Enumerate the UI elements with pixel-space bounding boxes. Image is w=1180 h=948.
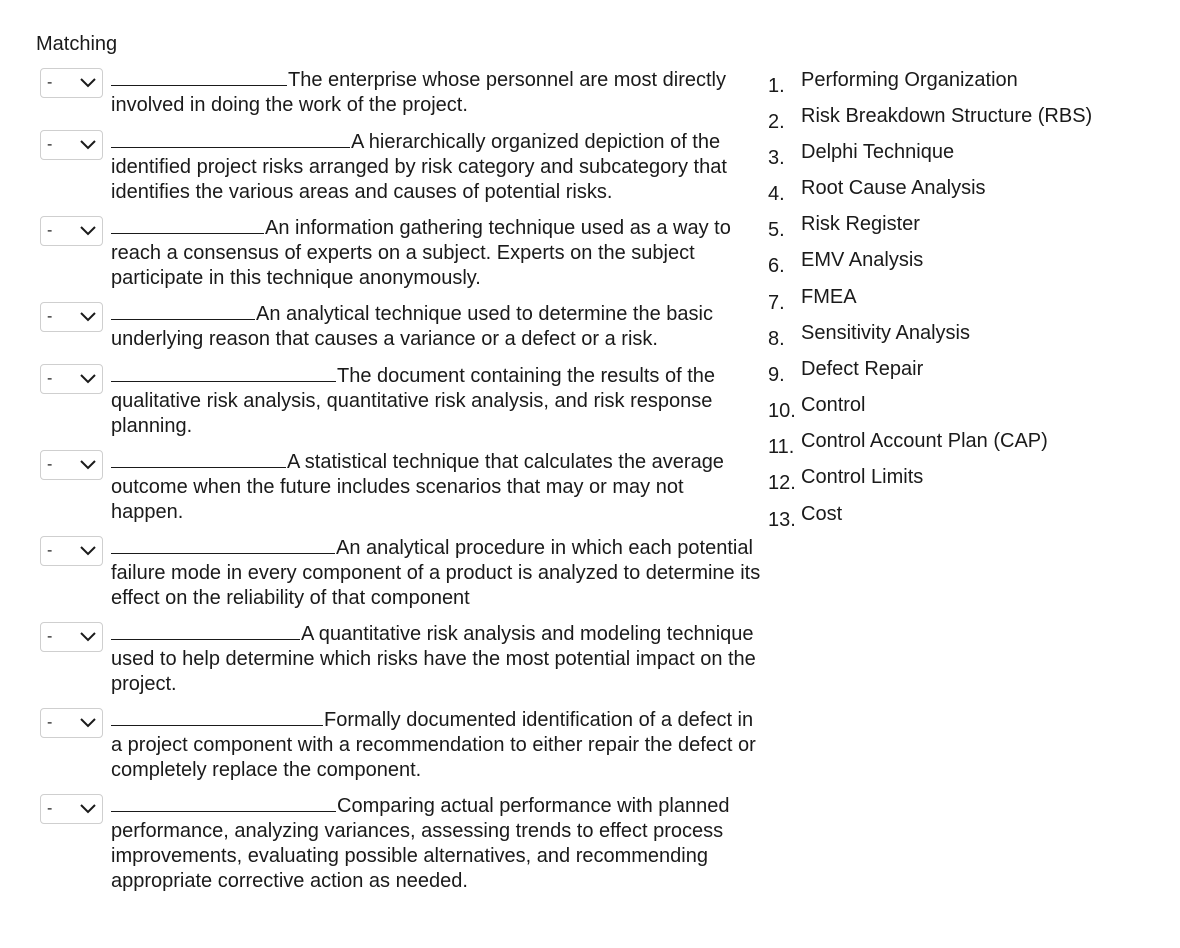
question-text: A quantitative risk analysis and modeling technique used to help determine which risks have the most potential impact on the project. [111, 620, 761, 697]
answer-select-value: - [47, 222, 53, 239]
option-label: Defect Repair [801, 358, 924, 380]
answer-select-value: - [47, 800, 53, 817]
option-number: 4. [768, 183, 785, 205]
option-item [768, 103, 1168, 133]
question-text: A statistical technique that calculates the average outcome when the future includes scenarios that may or may not happen. [111, 448, 761, 525]
option-item [768, 428, 1168, 458]
chevron-down-icon [79, 803, 97, 815]
option-number: 11. [768, 436, 795, 458]
answer-select-value: - [47, 456, 53, 473]
page-title: Matching [36, 33, 118, 55]
answer-blank [111, 300, 255, 320]
answer-blank [111, 534, 335, 554]
chevron-down-icon [79, 225, 97, 237]
answer-select-value: - [47, 542, 53, 559]
answer-select-6[interactable] [40, 450, 103, 480]
option-item [768, 211, 1168, 241]
answer-select-value: - [47, 136, 53, 153]
option-item [768, 247, 1168, 277]
chevron-down-icon [79, 717, 97, 729]
answer-select-8[interactable] [40, 622, 103, 652]
option-label: FMEA [801, 286, 857, 308]
option-label: Performing Organization [801, 69, 1018, 91]
answer-select-value: - [47, 308, 53, 325]
answer-select-value: - [47, 714, 53, 731]
chevron-down-icon [79, 631, 97, 643]
answer-blank [111, 706, 323, 726]
option-label: Risk Register [801, 213, 920, 235]
option-item [768, 320, 1168, 350]
answer-blank [111, 362, 336, 382]
chevron-down-icon [79, 311, 97, 323]
answer-blank [111, 620, 300, 640]
question-text: An analytical technique used to determine the basic underlying reason that causes a variance or a defect or a risk. [111, 300, 761, 352]
option-label: Cost [801, 503, 843, 525]
option-item [768, 175, 1168, 205]
option-label: Control Account Plan (CAP) [801, 430, 1048, 452]
answer-blank [111, 128, 350, 148]
option-number: 8. [768, 328, 785, 350]
option-number: 7. [768, 292, 785, 314]
option-item [768, 356, 1168, 386]
option-item [768, 392, 1168, 422]
option-number: 10. [768, 400, 796, 422]
answer-blank [111, 792, 336, 812]
option-number: 5. [768, 219, 785, 241]
option-number: 13. [768, 509, 796, 531]
option-item [768, 464, 1168, 494]
option-label: EMV Analysis [801, 249, 924, 271]
option-label: Control Limits [801, 466, 924, 488]
answer-select-10[interactable] [40, 794, 103, 824]
question-text: The enterprise whose personnel are most directly involved in doing the work of the project. [111, 66, 761, 118]
answer-select-3[interactable] [40, 216, 103, 246]
answer-blank [111, 448, 286, 468]
option-label: Risk Breakdown Structure (RBS) [801, 105, 1093, 127]
answer-select-7[interactable] [40, 536, 103, 566]
option-item [768, 284, 1168, 314]
option-label: Sensitivity Analysis [801, 322, 970, 344]
option-number: 2. [768, 111, 785, 133]
question-text: Formally documented identification of a defect in a project component with a recommendation to either repair the defect or completely replace the component. [111, 706, 761, 783]
option-number: 3. [768, 147, 785, 169]
answer-select-9[interactable] [40, 708, 103, 738]
answer-select-2[interactable] [40, 130, 103, 160]
chevron-down-icon [79, 77, 97, 89]
option-number: 12. [768, 472, 796, 494]
option-item [768, 501, 1168, 531]
answer-blank [111, 214, 264, 234]
chevron-down-icon [79, 373, 97, 385]
chevron-down-icon [79, 459, 97, 471]
option-number: 6. [768, 255, 785, 277]
answer-select-4[interactable] [40, 302, 103, 332]
option-label: Root Cause Analysis [801, 177, 986, 199]
question-text: The document containing the results of the qualitative risk analysis, quantitative risk analysis, and risk response planning. [111, 362, 761, 439]
option-label: Control [801, 394, 866, 416]
chevron-down-icon [79, 545, 97, 557]
answer-select-1[interactable] [40, 68, 103, 98]
option-item [768, 67, 1168, 97]
question-text: An analytical procedure in which each potential failure mode in every component of a product is analyzed to determine its effect on the reliability of that component [111, 534, 761, 611]
answer-select-value: - [47, 628, 53, 645]
answer-blank [111, 66, 287, 86]
question-text: An information gathering technique used as a way to reach a consensus of experts on a subject. Experts on the subject participate in this technique anonymously. [111, 214, 761, 291]
option-label: Delphi Technique [801, 141, 955, 163]
question-text: A hierarchically organized depiction of the identified project risks arranged by risk category and subcategory that identifies the various areas and causes of potential risks. [111, 128, 761, 205]
chevron-down-icon [79, 139, 97, 151]
answer-select-value: - [47, 74, 53, 91]
answer-select-5[interactable] [40, 364, 103, 394]
answer-select-value: - [47, 370, 53, 387]
option-number: 1. [768, 75, 785, 97]
option-item [768, 139, 1168, 169]
question-text: Comparing actual performance with planned performance, analyzing variances, assessing trends to effect process improvements, evaluating possible alternatives, and recommending appropriate corrective action as needed. [111, 792, 761, 894]
option-number: 9. [768, 364, 785, 386]
